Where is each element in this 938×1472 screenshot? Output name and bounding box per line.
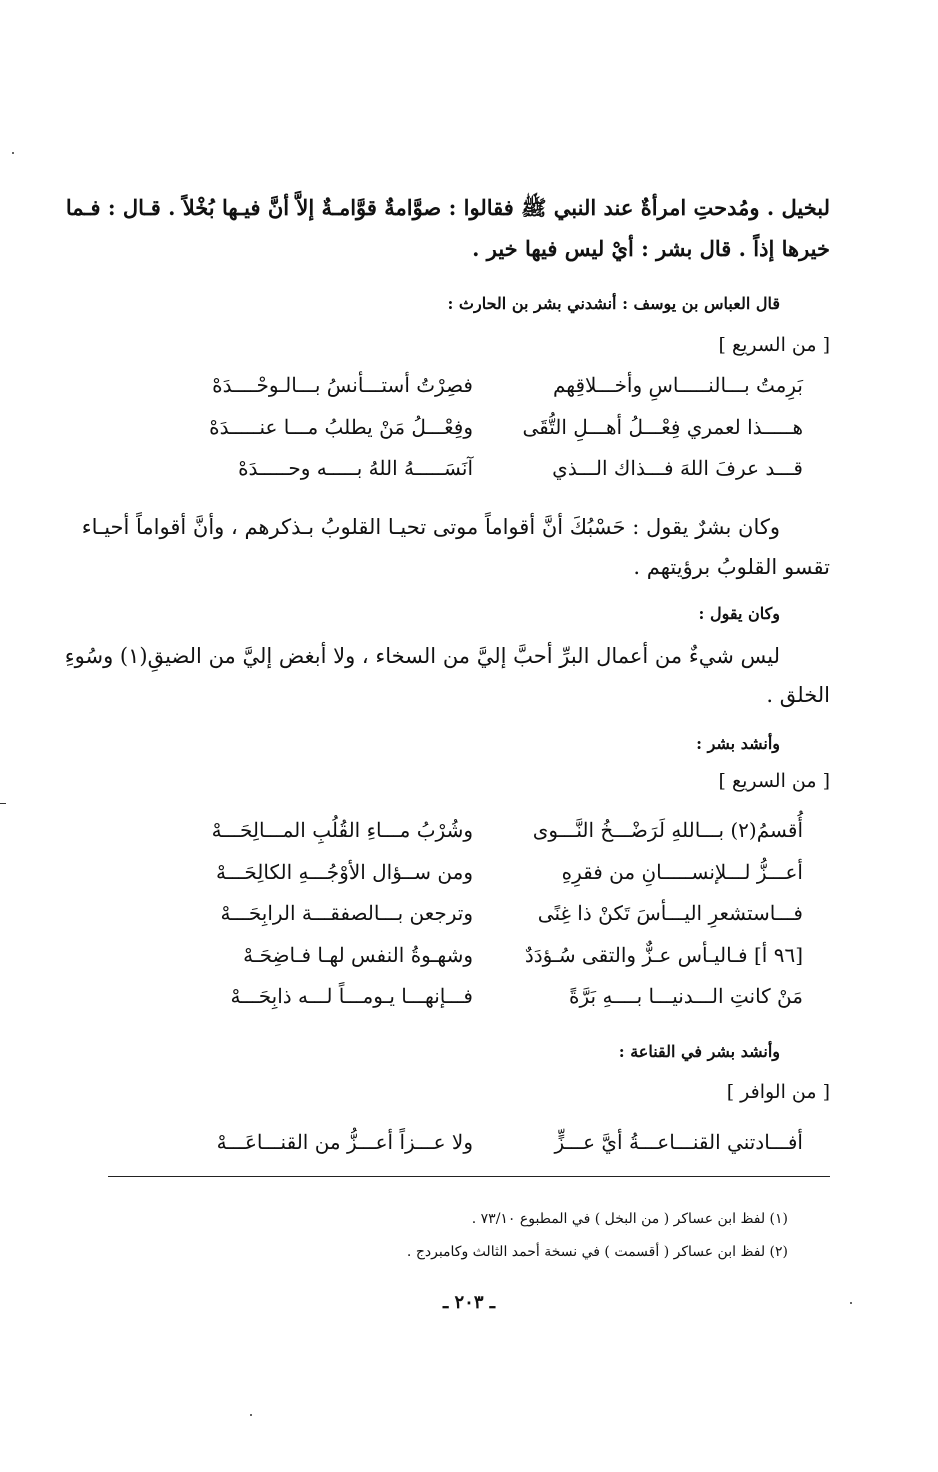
scan-speck (12, 152, 14, 154)
verse-line (163, 415, 803, 445)
verse-line (163, 984, 803, 1014)
verse-second-hemistich: ولا عـــزاً أعـــزُّ من القنـــاعَـــهْ (216, 1130, 473, 1154)
saying-heading: وكان يقول : (698, 604, 780, 623)
prose-line-3: وكان بشرٌ يقول : حَسْبُكَ أنَّ أقواماً موتى تحيـا القلوبُ بـذكرهم ، وأنَّ أقواماً أحيـاء (81, 515, 780, 539)
recitation-heading: وأنشد بشر : (696, 734, 780, 753)
verse-first-hemistich: هـــــذا لعمري فِعْـــلُ أهـــلِ التُّقَى (522, 415, 803, 439)
verse-line (163, 943, 803, 973)
prose-line-2: خيرها إذاً . قال بشر : أيْ ليس فيها خير . (472, 236, 830, 261)
prose-line-1: لبخيل . ومُدحتِ امرأةٌ عند النبي ﷺ فقالوا : صوَّامةٌ قوَّامـةٌ إلاَّ أنَّ فيـها بُخْلاً . قـال : فـما (65, 195, 830, 220)
verse-second-hemistich: فصِرْتُ أستـــأنسُ بـــالـوحْــــدَهْ (212, 373, 473, 397)
verse-line (163, 818, 803, 848)
verse-first-hemistich: أُقسمُ(٢) بـــاللهِ لَرَضْـــخُ النَّـــوى (532, 818, 803, 842)
scan-edge-mark (0, 803, 6, 804)
verse-first-hemistich: قـــد عرفَ اللهَ فـــذاك الـــذي (552, 456, 803, 480)
verse-second-hemistich: ومن ســؤال الأوْجُـــهِ الكالِحَـــهْ (216, 860, 473, 884)
verse-line (163, 901, 803, 931)
footnote-2: (٢) لفظ ابن عساكر ( أقسمت ) في نسخة أحمد الثالث وكامبردج . (406, 1244, 788, 1260)
verse-first-hemistich: بَرِمتُ بـــالنـــــاسِ وأخـــلاقِهم (552, 373, 803, 397)
narration-heading: قال العباس بن يوسف : أنشدني بشر بن الحارث : (447, 294, 780, 313)
verse-second-hemistich: وشُرْبُ مـــاءِ القُلُبِ المـــالِحَـــهْ (211, 818, 473, 842)
verse-first-hemistich: مَنْ كانتِ الـــدنيـــا بــــهِ بَرَّةً (569, 984, 803, 1008)
meter-label: [ من السريع ] (718, 334, 830, 356)
prose-line-4: تقسو القلوبُ برؤيتهم . (633, 555, 830, 579)
footnote-1: (١) لفظ ابن عساكر ( من البخل ) في المطبوع ٧٣/١٠ . (471, 1211, 788, 1227)
verse-line (163, 860, 803, 890)
page-number: ـ ٢٠٣ ـ (442, 1292, 496, 1313)
verse-line (163, 373, 803, 403)
prose-line-5: ليس شيءٌ من أعمال البرِّ أحبَّ إليَّ من السخاء ، ولا أبغض إليَّ من الضيقِ(١) وسُوءِ (64, 644, 780, 668)
footnote-separator (108, 1176, 830, 1177)
verse-first-hemistich: فـــاستشعرِ اليـــأسَ تَكنْ ذا غِنًى (537, 901, 803, 925)
verse-second-hemistich: فـــإنهـــا يـومـــاً لـــه ذابِحَـــهْ (230, 984, 473, 1008)
meter-label: [ من الوافر ] (726, 1081, 830, 1103)
verse-second-hemistich: وترجعن بـــالصفقـــة الرابِحَـــهْ (220, 901, 473, 925)
verse-first-hemistich: [٩٦ أ] فـاليـأس عـزٌّ والتقى سُـؤدَدٌ (524, 943, 803, 967)
verse-line (163, 1130, 803, 1160)
verse-second-hemistich: وفِعْـــلُ مَنْ يطلبُ مـــا عنـــــدَهْ (209, 415, 473, 439)
prose-line-6: الخلق . (766, 683, 830, 707)
scan-speck (250, 1414, 252, 1416)
verse-first-hemistich: أفـــادتني القنـــاعـــةُ أيَّ عـــزٍّ (554, 1130, 803, 1154)
contentment-heading: وأنشد بشر في القناعة : (618, 1042, 780, 1061)
meter-label: [ من السريع ] (718, 770, 830, 792)
scan-speck (850, 1302, 852, 1304)
verse-second-hemistich: وشهـوةُ النفس لهـا فـاضِحَـهْ (243, 943, 473, 967)
verse-first-hemistich: أعـــزُّ لـــلإنســـــانِ من فقرِهِ (561, 860, 803, 884)
verse-line (163, 456, 803, 486)
verse-second-hemistich: آنَسَـــــهُ اللهُ بـــــه وحـــــدَهْ (238, 456, 473, 480)
